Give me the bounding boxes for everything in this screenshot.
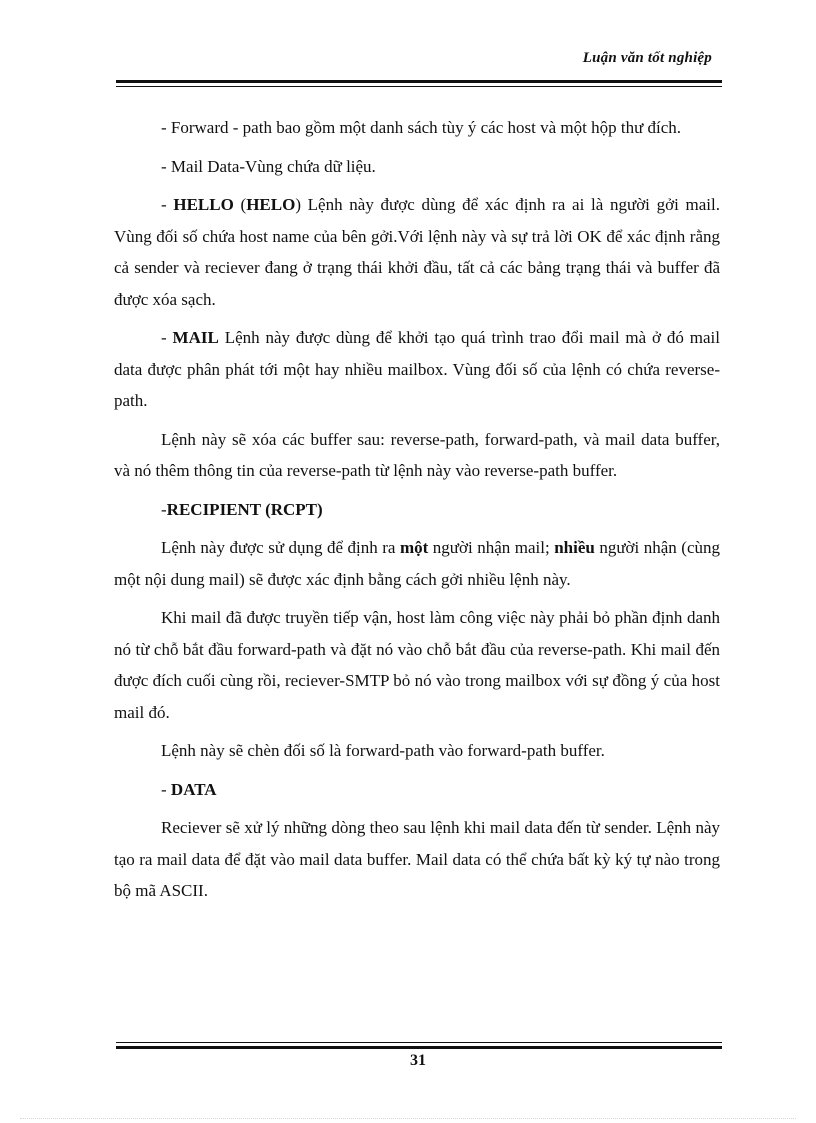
page-number: 31 [410,1052,426,1069]
text: Lệnh này được dùng để khởi tạo quá trình trao đổi mail mà ở đó mail data được phân phát tới một hay nhiều mailbox. Vùng đối số của lệnh có chứa reverse-path. [114,328,720,410]
paragraph-recipient-heading [114,494,720,526]
paragraph-mail-data: - Mail Data-Vùng chứa dữ liệu. [161,156,376,176]
keyword-helo: HELO [246,195,296,214]
footer-rule-thin [116,1042,722,1043]
paragraph-forward-buffer: Lệnh này sẽ chèn đối số là forward-path vào forward-path buffer. [161,741,605,760]
text: người nhận (cùng một nội dung mail) sẽ được xác định bằng cách gởi nhiều lệnh này. [114,538,721,589]
keyword-recipient: RECIPIENT (RCPT) [166,499,323,519]
text: - [161,328,173,347]
keyword-data: DATA [170,779,217,799]
paragraph-hello [114,189,720,315]
text: - [161,779,171,799]
paragraph-data-heading [114,774,720,806]
keyword-hello: HELLO [173,195,234,214]
header-rule-thin [116,86,722,87]
text: Lệnh này được sử dụng để định ra [161,538,400,557]
text: ) Lệnh này được dùng để xác định ra ai là người gởi mail. Vùng đối số chứa host name của bên gởi.Với lệnh này và sự trả lời OK để xác định rằng cả sender và reciever đang ở trạng thái khởi đầu, tất cả các bảng trạng thái và buffer đã được xóa sạch. [114,195,720,309]
text: người nhận mail; [428,538,555,557]
keyword-mail: MAIL [172,328,219,347]
text: ( [233,195,247,214]
page-body [114,112,720,914]
paragraph-buffer-clear: Lệnh này sẽ xóa các buffer sau: reverse-path, forward-path, và mail data buffer, và nó thêm thông tin của reverse-path từ lệnh này vào reverse-path buffer. [114,429,720,480]
emphasis-mot: một [399,538,429,557]
paragraph-recipient [114,532,720,595]
footer-rule-thick [116,1046,722,1049]
paragraph-forward-path: - Forward - path bao gồm một danh sách tùy ý các host và một hộp thư đích. [161,118,682,137]
page-edge-divider [20,1118,796,1119]
text: - [161,499,167,519]
running-header-title: Luận văn tốt nghiệp [582,50,712,66]
header-rule-thick [116,80,722,83]
paragraph-mail [114,322,720,417]
paragraph-relay: Khi mail đã được truyền tiếp vận, host làm công việc này phải bỏ phần định danh nó từ chỗ bắt đầu forward-path và đặt nó vào chỗ bắt đầu của reverse-path. Khi mail đến được đích cuối cùng rồi, reciever-SMTP bỏ nó vào trong mailbox với sự đồng ý của host mail đó. [114,608,720,722]
text: - [161,195,174,214]
emphasis-nhieu: nhiều [554,538,595,557]
paragraph-data: Reciever sẽ xử lý những dòng theo sau lệnh khi mail data đến từ sender. Lệnh này tạo ra mail data để đặt vào mail data buffer. Mail data có thể chứa bất kỳ ký tự nào trong bộ mã ASCII. [114,818,720,900]
